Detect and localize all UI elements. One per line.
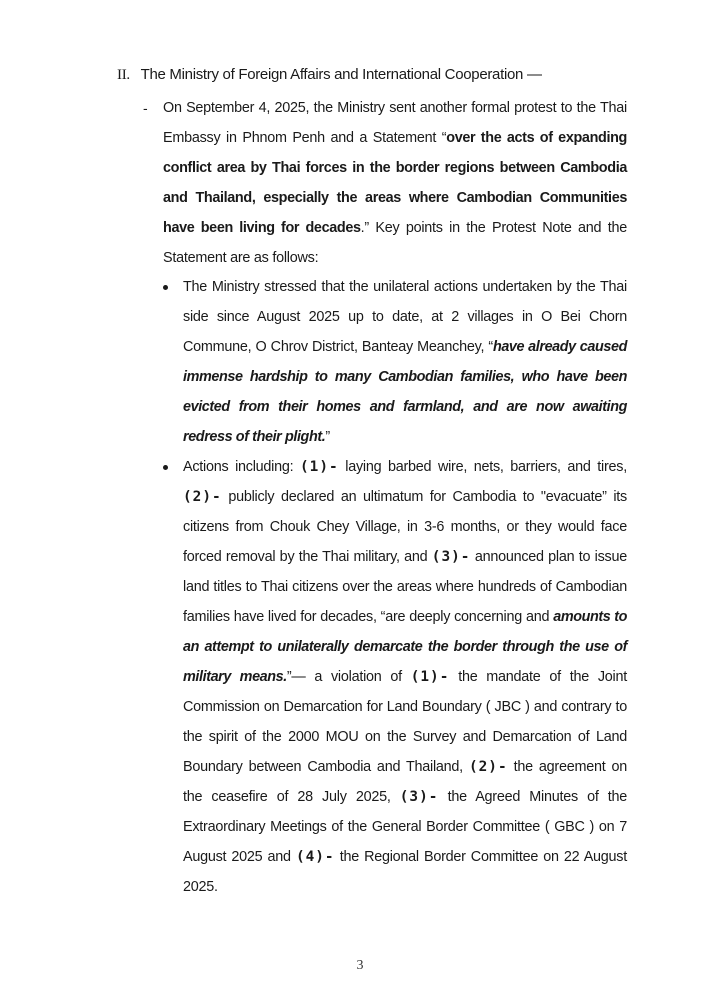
text-segment: .” Key points in the Protest Note and the Statement are as follows:: [163, 220, 627, 266]
quoted-emphasis: amounts to an attempt to unilaterally demarcate the border through the use of military means.: [183, 609, 628, 685]
dash-list-item: [143, 93, 627, 273]
bullet-item-ministry-stressed: [163, 272, 627, 452]
bullet-item-actions-including: [163, 452, 627, 902]
section-title: The Ministry of Foreign Affairs and International Cooperation —: [140, 66, 542, 83]
bullet-dot-icon: [163, 285, 168, 290]
bullet-dot-icon: [163, 465, 168, 470]
enum-marker: (3)-: [431, 549, 471, 565]
text-segment: the agreement on the ceasefire of 28 July 2025,: [183, 759, 628, 805]
section-number: II.: [117, 67, 130, 83]
text-segment: laying barbed wire, nets, barriers, and tires,: [338, 459, 627, 475]
text-segment: announced plan to issue land titles to Thai citizens over the areas where hundreds of Cambodian families have lived for decades, “are deeply concerning and: [183, 549, 627, 625]
quoted-emphasis: have already caused immense hardship to many Cambodian families, who have been evicted from their homes and farmland, and are now awaiting redress of their plight.: [183, 339, 627, 445]
section-heading: [117, 64, 542, 86]
enum-marker: (3)-: [399, 789, 439, 805]
text-segment: On September 4, 2025, the Ministry sent another formal protest to the Thai Embassy in Phnom Penh and a Statement “: [163, 100, 627, 146]
dash-paragraph: [163, 93, 627, 273]
bold-statement-title: over the acts of expanding conflict area by Thai forces in the border regions between Cambodia and Thailand, especially the areas where Cambodian Communities have been living for decades: [163, 130, 627, 236]
dash-marker: -: [143, 100, 148, 116]
text-segment: Actions including:: [183, 459, 300, 475]
enum-marker: (2)-: [468, 759, 508, 775]
page-number: 3: [356, 958, 364, 973]
enum-marker: (1)-: [300, 459, 339, 475]
enum-marker: (2)-: [183, 489, 222, 505]
text-segment: the mandate of the Joint Commission on Demarcation for Land Boundary ( JBC ) and contrary to the spirit of the 2000 MOU on the Survey and Demarcation of Land Boundary between Cambodia and Thailand,: [183, 669, 627, 775]
text-segment: the Agreed Minutes of the Extraordinary Meetings of the General Border Committee ( GBC ) on 7 August 2025 and: [183, 789, 627, 865]
enum-marker: (4)-: [295, 849, 335, 865]
enum-marker: (1)-: [410, 669, 450, 685]
text-segment: The Ministry stressed that the unilateral actions undertaken by the Thai side since August 2025 up to date, at 2 villages in O Bei Chorn Commune, O Chrov District, Banteay Meanchey, “: [183, 279, 627, 355]
bullet-list: [163, 272, 627, 902]
text-segment: ”: [325, 429, 330, 445]
text-segment: ”— a violation of: [286, 669, 411, 685]
text-segment: the Regional Border Committee on 22 August 2025.: [183, 849, 627, 895]
text-segment: publicly declared an ultimatum for Cambodia to "evacuate” its citizens from Chouk Chey Village, in 3-6 months, or they would face forced removal by the Thai military, and: [183, 489, 627, 565]
